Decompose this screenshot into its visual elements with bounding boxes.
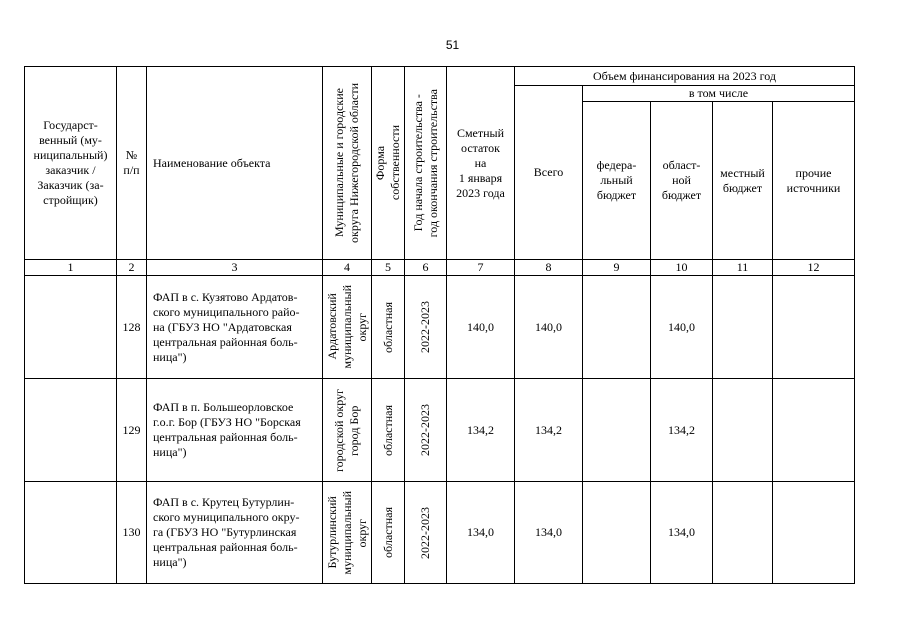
cell-regional: 140,0 (651, 276, 713, 379)
cell-years: 2022-2023 (405, 276, 447, 379)
column-number: 8 (515, 260, 583, 276)
table-row (25, 379, 855, 482)
cell-federal (583, 482, 651, 584)
column-number: 11 (713, 260, 773, 276)
column-number: 1 (25, 260, 117, 276)
cell-years: 2022-2023 (405, 379, 447, 482)
column-number: 12 (773, 260, 855, 276)
cell-customer (25, 379, 117, 482)
header-other: прочие источники (773, 102, 855, 260)
cell-number: 128 (117, 276, 147, 379)
header-ownership: Форма собственности (372, 67, 405, 260)
column-number: 9 (583, 260, 651, 276)
cell-district: городской округ город Бор (323, 379, 372, 482)
column-number: 4 (323, 260, 372, 276)
cell-customer (25, 276, 117, 379)
cell-other (773, 276, 855, 379)
financing-table (24, 66, 855, 584)
column-number: 2 (117, 260, 147, 276)
cell-ownership: областная (372, 482, 405, 584)
table-row (25, 482, 855, 584)
cell-local (713, 276, 773, 379)
header-district: Муниципальные и городские округа Нижегородской области (323, 67, 372, 260)
header-number: № п/п (117, 67, 147, 260)
header-federal: федера- льный бюджет (583, 102, 651, 260)
column-number: 10 (651, 260, 713, 276)
cell-other (773, 482, 855, 584)
cell-estimate: 134,0 (447, 482, 515, 584)
header-regional: област- ной бюджет (651, 102, 713, 260)
column-number: 7 (447, 260, 515, 276)
page-number: 51 (445, 38, 460, 52)
cell-customer (25, 482, 117, 584)
header-years: Год начала строительства - год окончания строительства (405, 67, 447, 260)
cell-federal (583, 379, 651, 482)
cell-other (773, 379, 855, 482)
cell-estimate: 134,2 (447, 379, 515, 482)
cell-ownership: областная (372, 379, 405, 482)
cell-district: Бутурлинский муниципальный округ (323, 482, 372, 584)
table-row (25, 276, 855, 379)
cell-number: 130 (117, 482, 147, 584)
cell-estimate: 140,0 (447, 276, 515, 379)
cell-number: 129 (117, 379, 147, 482)
header-object-name: Наименование объекта (147, 67, 323, 260)
cell-object-name: ФАП в с. Кузятово Ардатов- ского муниципального райо- на (ГБУЗ НО "Ардатовская центральная районная боль- ница") (147, 276, 323, 379)
header-including: в том числе (583, 86, 855, 102)
cell-total: 140,0 (515, 276, 583, 379)
header-customer: Государст- венный (му- ниципальный) заказчик / Заказчик (за- стройщик) (25, 67, 117, 260)
header-financing: Объем финансирования на 2023 год (515, 67, 855, 86)
cell-local (713, 379, 773, 482)
header-local: местный бюджет (713, 102, 773, 260)
cell-years: 2022-2023 (405, 482, 447, 584)
column-number-row (25, 260, 855, 276)
cell-regional: 134,2 (651, 379, 713, 482)
cell-district: Ардатовский муниципальный округ (323, 276, 372, 379)
column-number: 5 (372, 260, 405, 276)
cell-federal (583, 276, 651, 379)
column-number: 3 (147, 260, 323, 276)
cell-regional: 134,0 (651, 482, 713, 584)
cell-object-name: ФАП в с. Крутец Бутурлин- ского муниципального окру- га (ГБУЗ НО "Бутурлинская центральная районная боль- ница") (147, 482, 323, 584)
header-estimate: Сметный остаток на 1 января 2023 года (447, 67, 515, 260)
column-number: 6 (405, 260, 447, 276)
cell-total: 134,2 (515, 379, 583, 482)
cell-total: 134,0 (515, 482, 583, 584)
cell-object-name: ФАП в п. Большеорловское г.о.г. Бор (ГБУЗ НО "Борская центральная районная боль- ница") (147, 379, 323, 482)
cell-local (713, 482, 773, 584)
header-total: Всего (515, 86, 583, 260)
cell-ownership: областная (372, 276, 405, 379)
